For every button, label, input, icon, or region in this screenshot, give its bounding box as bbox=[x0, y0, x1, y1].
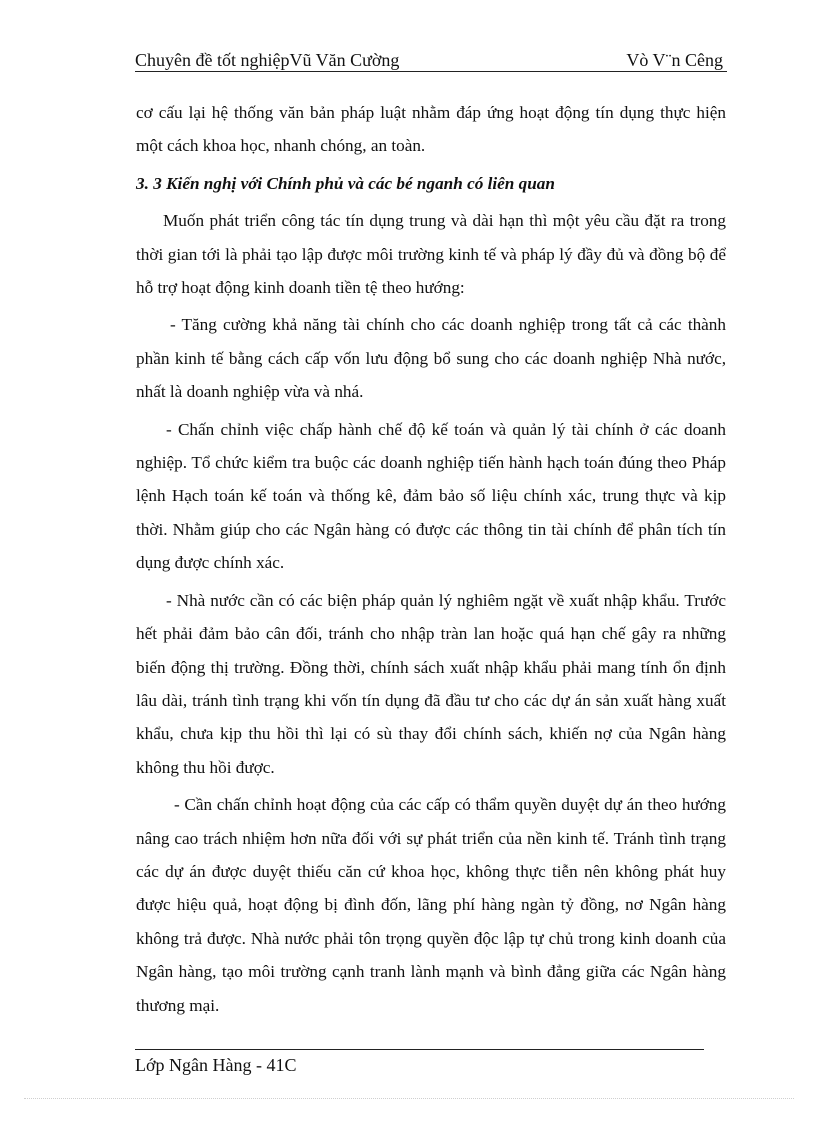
section-heading: 3. 3 Kiến nghị với Chính phủ và các bé nganh có liên quan bbox=[136, 173, 555, 193]
header-title: Chuyên đề tốt nghiệpVũ Văn Cường bbox=[135, 50, 400, 70]
footer-divider bbox=[135, 1049, 704, 1050]
paragraph-continuation: cơ cấu lại hệ thống văn bản pháp luật nhằm đáp ứng hoạt động tín dụng thực hiện một cách khoa học, nhanh chóng, an toàn. bbox=[136, 103, 726, 156]
paragraph-recommendation-3: - Nhà nước cần có các biện pháp quản lý nghiêm ngặt về xuất nhập khẩu. Trước hết phải đảm bảo cân đối, tránh cho nhập tràn lan hoặc quá hạn chế gây ra những biến động thị trường. Đồng thời, chính sách xuất nhập khẩu phải mang tính ổn định lâu dài, tránh tình trạng khi vốn tín dụng đã đầu tư cho các dự án sản xuất hàng xuất khẩu, chưa kịp thu hồi thì lại có sù thay đổi chính sách, khiến nợ của Ngân hàng không thu hồi được. bbox=[136, 590, 726, 777]
paragraph-recommendation-2: - Chấn chỉnh việc chấp hành chế độ kế toán và quản lý tài chính ở các doanh nghiệp. Tổ chức kiểm tra buộc các doanh nghiệp tiến hành hạch toán đúng theo Pháp lệnh Hạch toán kế toán và thống kê, đảm bảo số liệu chính xác, trung thực và kịp thời. Nhằm giúp cho các Ngân hàng có được các thông tin tài chính để phân tích tín dụng được chính xác. bbox=[136, 419, 726, 573]
paragraph-recommendation-4: - Cần chấn chỉnh hoạt động của các cấp có thẩm quyền duyệt dự án theo hướng nâng cao trách nhiệm hơn nữa đối với sự phát triển của nền kinh tế. Tránh tình trạng các dự án được duyệt thiếu căn cứ khoa học, không thực tiễn nên không phát huy được hiệu quả, hoạt động bị đình đốn, lãng phí hàng ngàn tỷ đồng, nơ Ngân hàng không trả được. Nhà nước phải tôn trọng quyền độc lập tự chủ trong kinh doanh của Ngân hàng, tạo môi trường cạnh tranh lành mạnh và bình đẳng giữa các Ngân hàng thương mại. bbox=[136, 795, 726, 1015]
paragraph-recommendation-1: - Tăng cường khả năng tài chính cho các doanh nghiệp trong tất cả các thành phần kinh tế bằng cách cấp vốn lưu động bổ sung cho các doanh nghiệp Nhà nước, nhất là doanh nghiệp vừa và nhá. bbox=[136, 315, 726, 402]
page-footer: Lớp Ngân Hàng - 41C bbox=[135, 1055, 297, 1075]
page-header bbox=[135, 49, 727, 72]
header-author: Vò V¨n Cêng bbox=[626, 50, 723, 70]
page-bottom-border bbox=[24, 1098, 794, 1099]
document-body bbox=[136, 96, 726, 1026]
paragraph-intro: Muốn phát triển công tác tín dụng trung và dài hạn thì một yêu cầu đặt ra trong thời gian tới là phải tạo lập được môi trường kinh tế và pháp lý đầy đủ và đồng bộ để hỗ trợ hoạt động kinh doanh tiền tệ theo hướng: bbox=[136, 211, 726, 298]
